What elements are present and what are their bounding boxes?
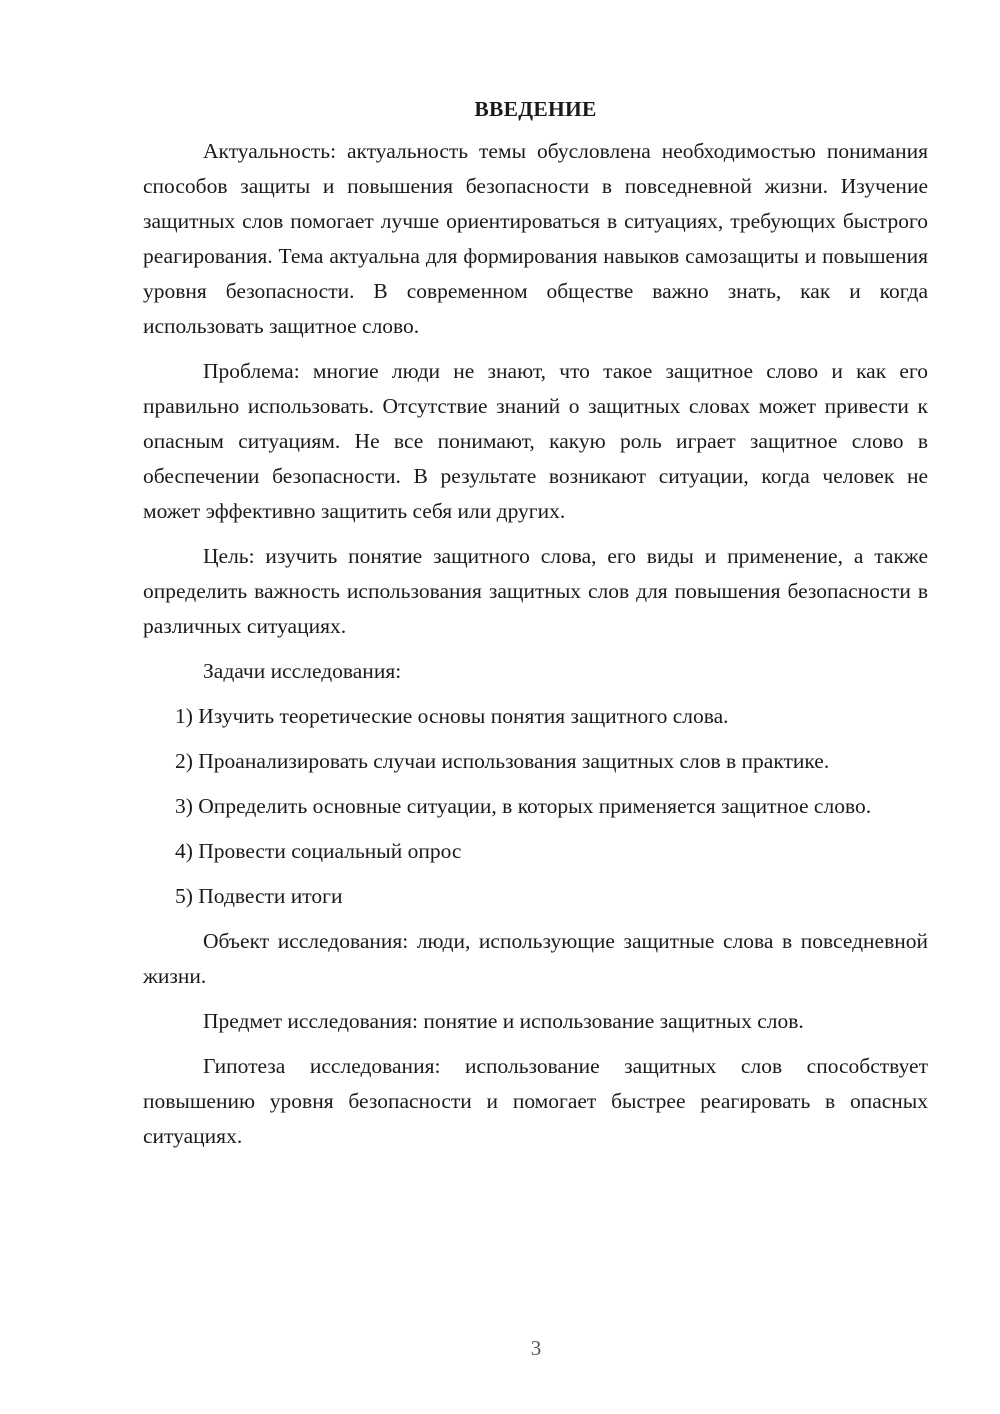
paragraph-tasks-heading: Задачи исследования: xyxy=(203,659,402,683)
list-item-task-3: 3) Определить основные ситуации, в которых применяется защитное слово. xyxy=(175,794,872,818)
paragraph-hypothesis: Гипотеза исследования: использование защитных слов способствует повышению уровня безопасности и помогает быстрее реагировать в опасных ситуациях. xyxy=(143,1054,928,1148)
paragraph-goal: Цель: изучить понятие защитного слова, его виды и применение, а также определить важность использования защитных слов для повышения безопасности в различных ситуациях. xyxy=(143,544,928,638)
list-item-task-4: 4) Провести социальный опрос xyxy=(175,839,462,863)
paragraph-relevance: Актуальность: актуальность темы обусловлена необходимостью понимания способов защиты и повышения безопасности в повседневной жизни. Изучение защитных слов помогает лучше ориентироваться в ситуациях, требующих быстрого реагирования. Тема актуальна для формирования навыков самозащиты и повышения уровня безопасности. В современном обществе важно знать, как и когда использовать защитное слово. xyxy=(143,139,928,338)
list-item-task-5: 5) Подвести итоги xyxy=(175,884,343,908)
page-number: 3 xyxy=(530,1336,542,1360)
list-item-task-1: 1) Изучить теоретические основы понятия защитного слова. xyxy=(175,704,729,728)
paragraph-object: Объект исследования: люди, использующие защитные слова в повседневной жизни. xyxy=(143,929,928,988)
section-title: ВВЕДЕНИЕ xyxy=(474,97,597,121)
list-item-task-2: 2) Проанализировать случаи использования защитных слов в практике. xyxy=(175,749,830,773)
paragraph-problem: Проблема: многие люди не знают, что такое защитное слово и как его правильно использовать. Отсутствие знаний о защитных словах может привести к опасным ситуациям. Не все понимают, какую роль играет защитное слово в обеспечении безопасности. В результате возникают ситуации, когда человек не может эффективно защитить себя или других. xyxy=(143,359,928,523)
page-content xyxy=(143,92,928,1164)
paragraph-subject: Предмет исследования: понятие и использование защитных слов. xyxy=(203,1009,804,1033)
